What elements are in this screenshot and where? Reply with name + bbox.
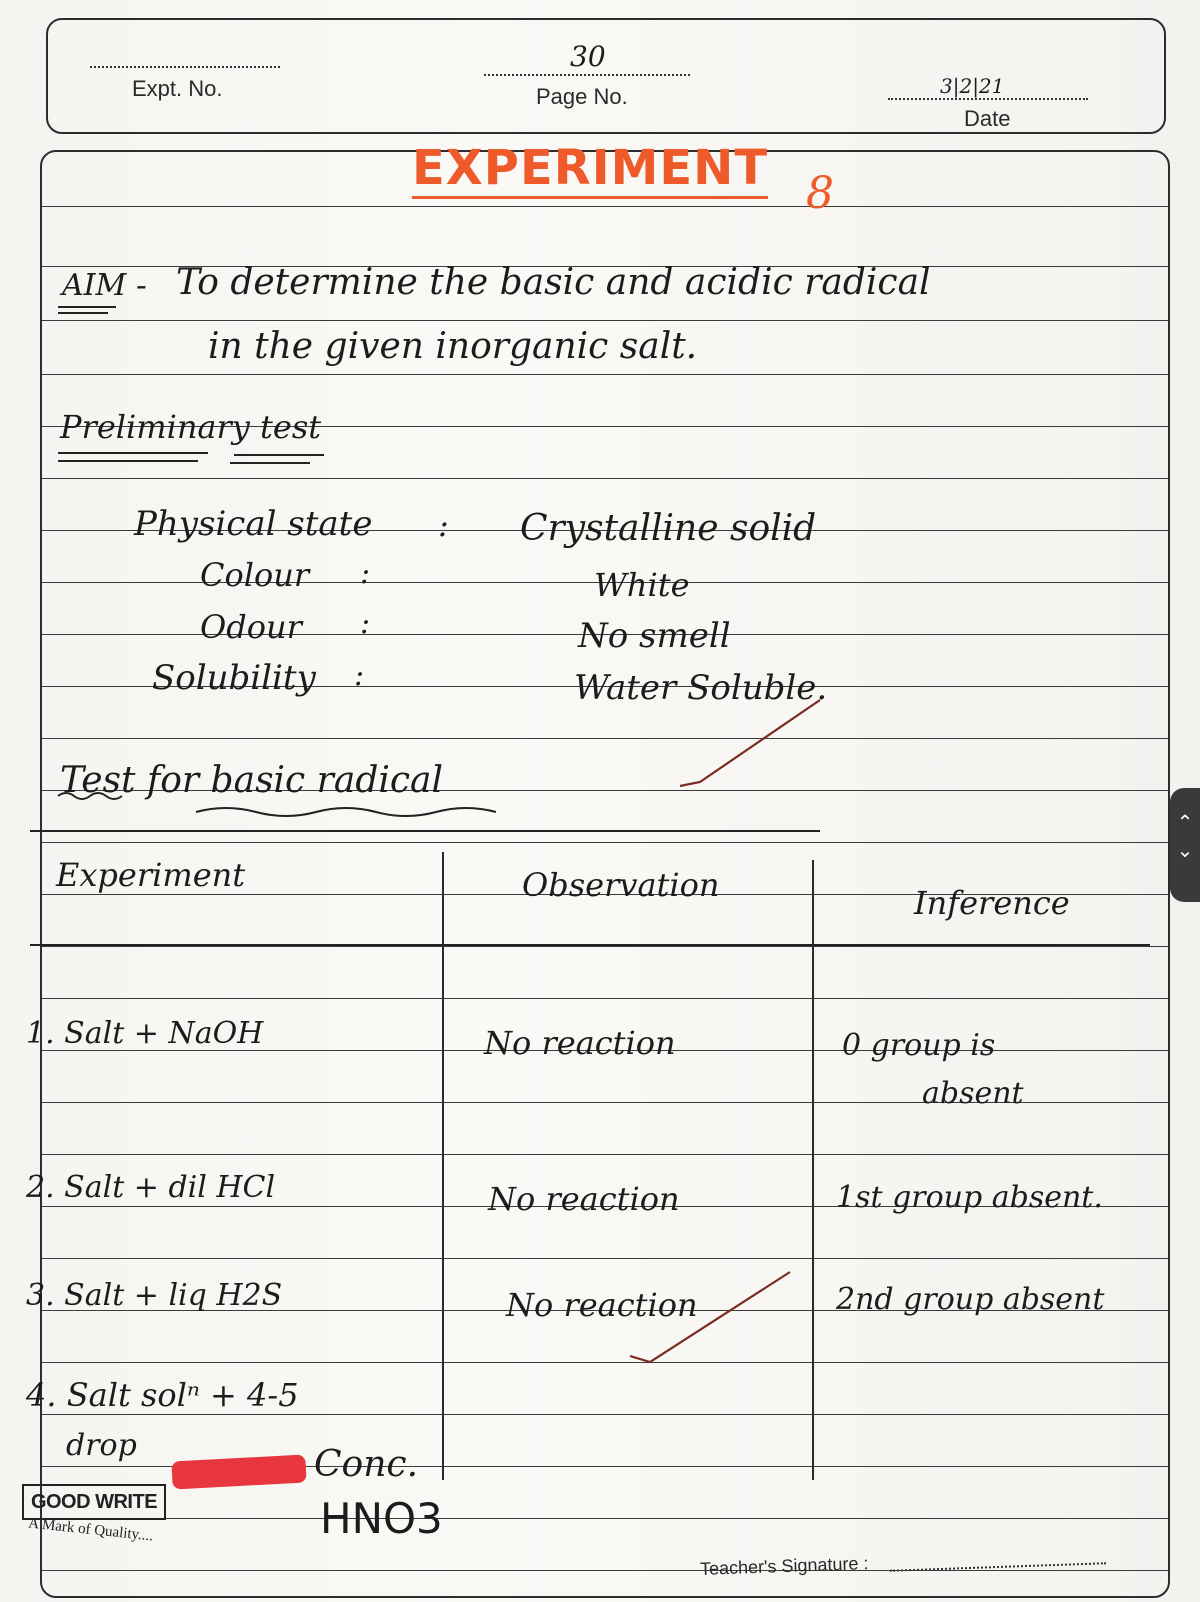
table-row-1-experiment: 1. Salt + NaOH [26,1016,264,1051]
table-row-4-experiment-line-2: drop [66,1428,137,1463]
table-row-3-experiment: 3. Salt + liq H2S [26,1278,283,1313]
column-header-observation: Observation [522,866,720,904]
experiment-title: EXPERIMENT [412,140,768,199]
table-row-4-experiment-line-1: 4. Salt solⁿ + 4-5 [26,1376,299,1414]
expt-no-field [90,66,280,68]
physical-state-label: Physical state [134,504,373,544]
expt-no-label: Expt. No. [132,76,223,101]
column-header-inference: Inference [914,884,1070,922]
aim-label: AIM [62,268,127,303]
table-row-2-inference: 1st group absent. [836,1180,1103,1215]
preliminary-underline-2 [58,460,198,462]
table-row-4-experiment-line-4: HNO3 [320,1494,443,1543]
table-header-rule [30,944,1150,946]
chevron-down-icon[interactable]: ⌄ [1176,838,1194,862]
table-col-divider-1 [442,852,444,1480]
table-row-3-observation: No reaction [506,1286,698,1324]
table-top-rule [30,830,820,832]
table-row-2-observation: No reaction [488,1180,680,1218]
experiment-number: 8 [806,168,834,219]
teacher-signature-label: Teacher's Signature : [699,1553,869,1579]
solubility-colon: : [354,658,365,693]
date-value: 3|2|21 [940,74,1005,98]
table-row-1-inference-line-2: absent [922,1076,1024,1111]
table-row-2-experiment: 2. Salt + dil HCl [26,1170,276,1205]
physical-state-value: Crystalline solid [520,508,817,549]
page-no-label: Page No. [536,84,628,109]
aim-dash: - [136,266,147,304]
colour-value: White [594,566,690,604]
aim-line-2: in the given inorganic salt. [208,326,698,367]
basic-radical-heading: Test for basic radical [60,760,444,801]
page-no-field [484,74,690,76]
table-col-divider-2 [812,860,814,1480]
aim-underline-2 [58,312,108,314]
colour-label: Colour [200,556,310,594]
date-field [888,98,1088,100]
physical-state-colon: : [438,506,449,544]
page-scroll-control[interactable] [1170,788,1200,902]
brand-logo: GOOD WRITE [22,1484,166,1520]
preliminary-heading: Preliminary test [60,408,322,446]
column-header-experiment: Experiment [56,856,246,894]
odour-colon: : [360,606,371,641]
date-label: Date [964,106,1011,131]
test-underline [234,454,324,456]
chevron-up-icon[interactable]: ⌃ [1176,810,1194,834]
table-row-1-observation: No reaction [484,1024,676,1062]
table-row-4-experiment-line-3: Conc. [314,1444,419,1485]
test-underline-2 [230,462,310,464]
aim-line-1: To determine the basic and acidic radical [176,262,931,303]
solubility-value: Water Soluble. [574,668,828,708]
odour-label: Odour [200,608,302,646]
brand-tagline: A Mark of Quality.... [27,1515,154,1545]
page-no-value: 30 [570,40,606,73]
table-row-1-inference-line-1: 0 group is [842,1028,996,1063]
odour-value: No smell [578,616,731,656]
solubility-label: Solubility [152,658,316,698]
colour-colon: : [360,556,371,591]
table-row-3-inference: 2nd group absent [836,1282,1105,1317]
aim-underline [58,306,116,308]
preliminary-underline [58,452,208,454]
